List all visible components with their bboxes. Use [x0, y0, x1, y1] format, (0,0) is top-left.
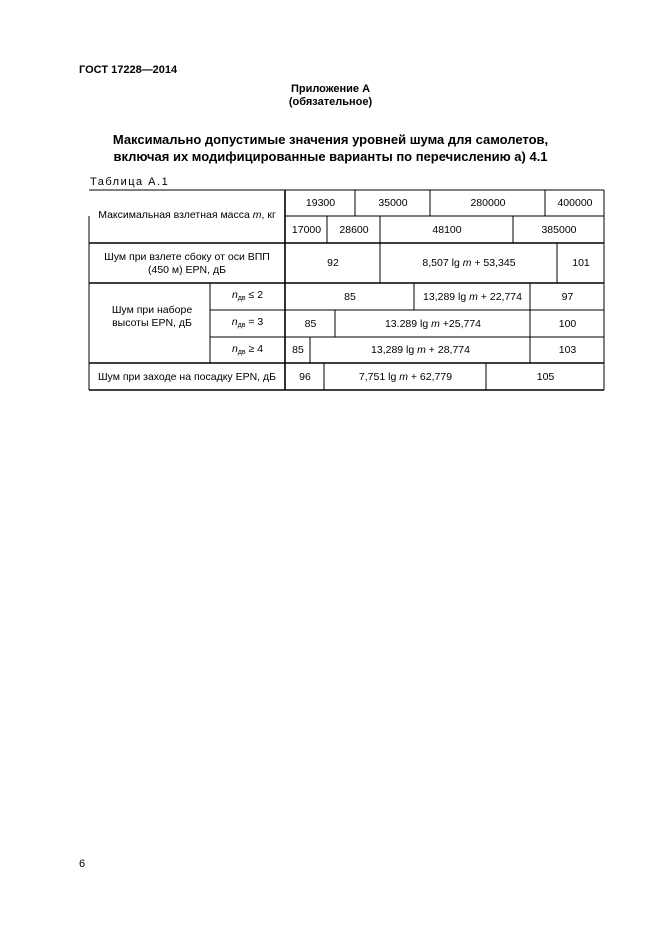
mass-value: 19300 — [305, 197, 336, 209]
takeoff-value: 101 — [572, 257, 590, 269]
mass-value: 28600 — [339, 223, 369, 236]
climb-value: 85 — [292, 344, 304, 356]
climb-value: 97 — [561, 290, 574, 303]
climb-label: Шум при наборе высоты EPN, дБ — [111, 304, 193, 329]
engines-le-2: $n_{дв} \le 2$ — [231, 289, 264, 302]
climb-value: 103 — [558, 344, 577, 356]
approach-value: 105 — [536, 370, 555, 383]
mass-label: Максимальная взлетная масса m, кг — [98, 208, 276, 221]
takeoff-formula: 8,507 lg m + 53,345 — [422, 257, 516, 269]
climb-formula: 13,289 lg m + 22,774 — [423, 290, 522, 303]
climb-value: 85 — [304, 317, 317, 330]
mass-value: 385000 — [541, 223, 577, 236]
mass-value: 17000 — [291, 223, 322, 236]
approach-value: 96 — [299, 370, 311, 383]
table-caption: Таблица А.1 — [90, 176, 170, 188]
engines-eq-3: $n_{дв} = 3$ — [231, 316, 264, 329]
approach-formula: 7,751 lg m + 62,779 — [358, 370, 453, 383]
climb-formula: 13.289 lg m +25,774 — [384, 317, 482, 330]
standard-number: ГОСТ 17228—2014 — [79, 64, 178, 76]
page-number: 6 — [79, 858, 86, 870]
appendix-title: Приложение А — [290, 83, 371, 95]
takeoff-value: 92 — [327, 257, 339, 269]
mass-value: 400000 — [557, 197, 593, 209]
mass-value: 48100 — [432, 223, 462, 236]
mass-value: 280000 — [470, 197, 506, 209]
title-line-2: включая их модифицированные варианты по перечислению а) 4.1 — [113, 149, 548, 164]
appendix-subtitle: (обязательное) — [288, 96, 373, 108]
title-line-1: Максимально допустимые значения уровней шума для самолетов, — [112, 132, 549, 147]
approach-label: Шум при заходе на посадку EPN, дБ — [97, 370, 277, 383]
climb-value: 85 — [344, 290, 356, 303]
climb-value: 100 — [558, 317, 577, 330]
engines-ge-4: $n_{дв} \ge 4$ — [231, 342, 264, 356]
climb-formula: 13,289 lg m + 28,774 — [371, 344, 470, 356]
mass-value: 35000 — [378, 197, 408, 209]
takeoff-label: Шум при взлете сбоку от оси ВПП (450 м) EPN, дБ — [104, 250, 270, 276]
